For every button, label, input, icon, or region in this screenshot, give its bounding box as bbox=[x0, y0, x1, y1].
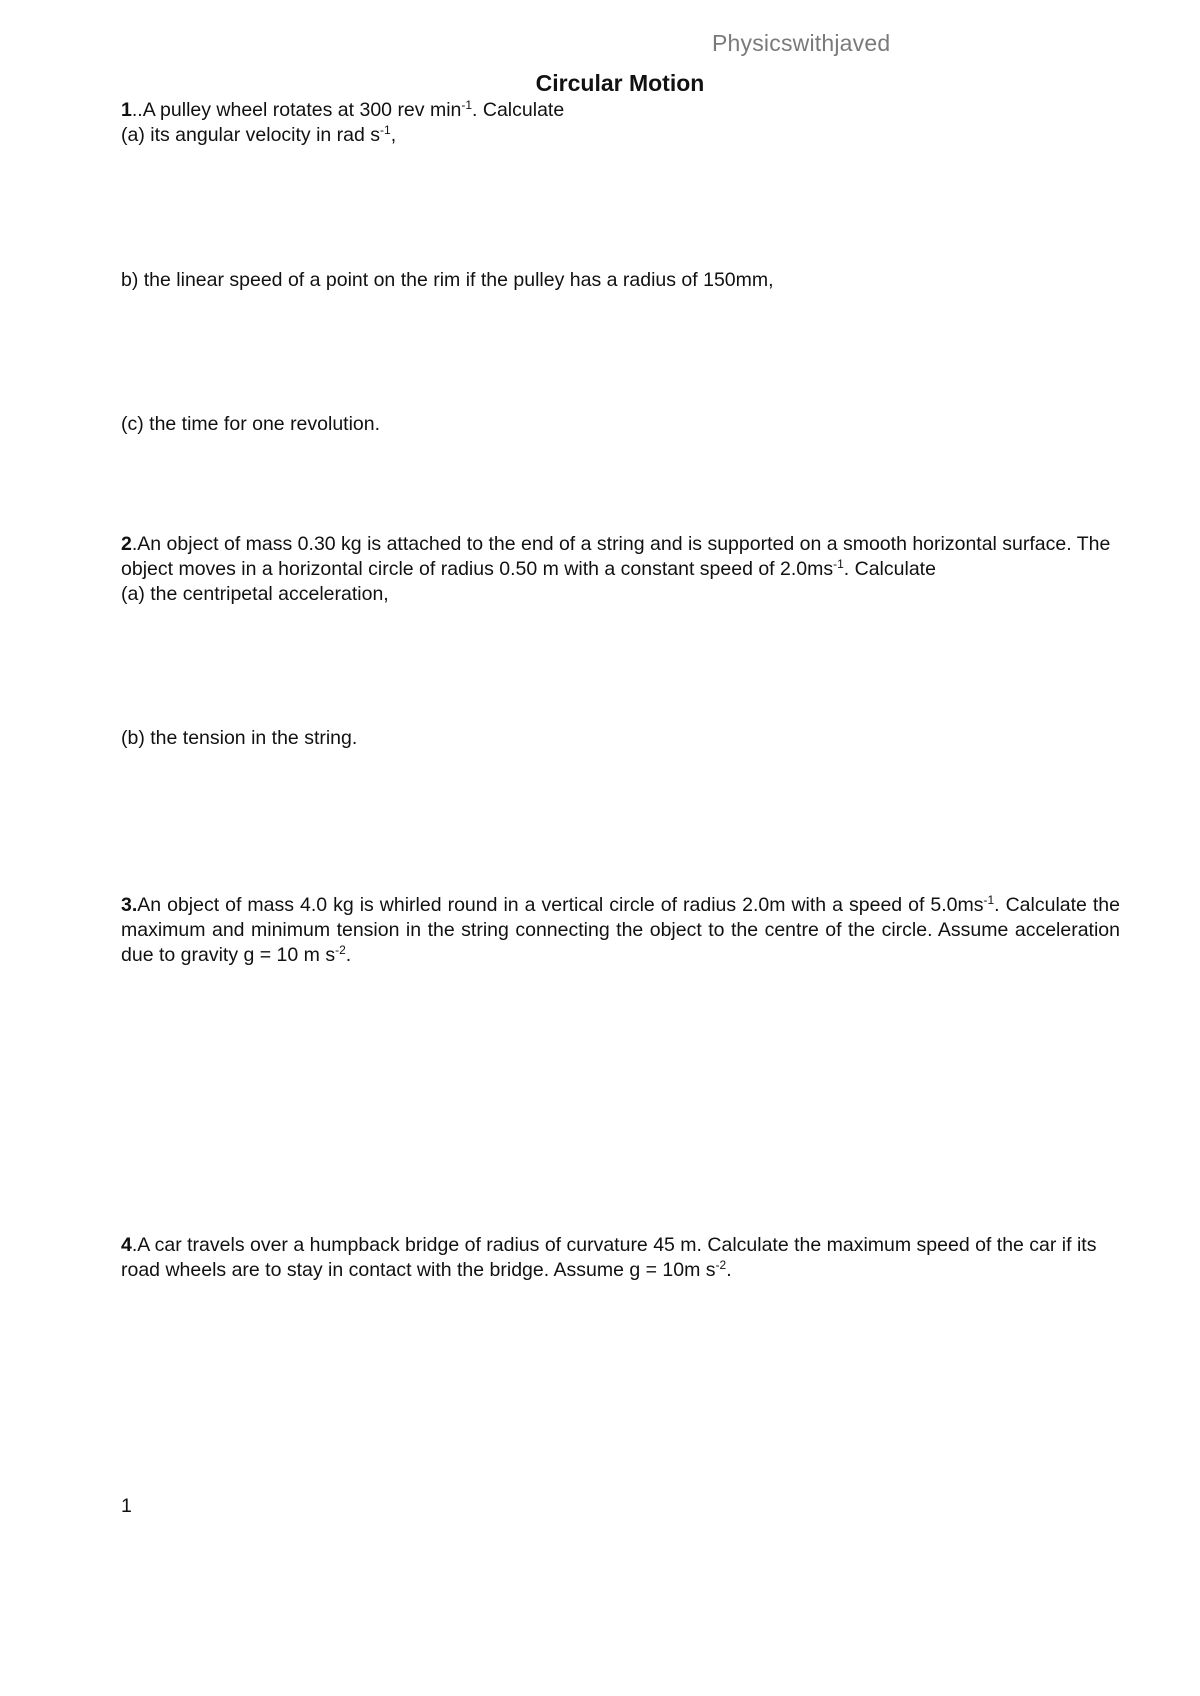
question-4: 4.A car travels over a humpback bridge of radius of curvature 45 m. Calculate the maximum speed of the car if its road wheels are to stay in contact with the bridge. Assume g = 10m $s^{-2}$. bbox=[121, 1234, 1097, 1281]
question-1c: (c) the time for one revolution. bbox=[121, 413, 381, 435]
question-1b: b) the linear speed of a point on the rim if the pulley has a radius of 150mm, bbox=[121, 269, 774, 291]
page-number: 1 bbox=[121, 1495, 132, 1517]
question-2b: (b) the tension in the string. bbox=[121, 727, 358, 749]
page-title: Circular Motion bbox=[535, 70, 705, 96]
question-1a: (a) its angular velocity in rad $s^{-1}$, bbox=[121, 123, 397, 146]
question-3-number: 3. bbox=[121, 894, 138, 916]
watermark: Physicswithjaved bbox=[712, 30, 891, 56]
question-2-number: 2 bbox=[121, 533, 132, 555]
question-1-stem: 1..A pulley wheel rotates at 300 rev $\min^{-1}$. Calculate bbox=[121, 98, 565, 121]
question-2a: (a) the centripetal acceleration, bbox=[121, 583, 389, 605]
question-2-stem: 2.An object of mass 0.30 kg is attached to the end of a string and is supported on a smooth horizontal surface. The object moves in a horizontal circle of radius 0.50 m with a constant speed of $2.0ms^{-1}$. Calculate bbox=[121, 533, 1111, 580]
question-3: 3.An object of mass 4.0 kg is whirled round in a vertical circle of radius 2.0m with a speed of $5.0ms^{-1}$. Calculate the maximum and minimum tension in the string connecting the object to the centre of the circle. Assume acceleration due to gravity g = 10 m $s^{-2}$. bbox=[121, 893, 1120, 966]
question-4-number: 4 bbox=[121, 1234, 132, 1256]
question-1-number: 1 bbox=[121, 99, 132, 121]
